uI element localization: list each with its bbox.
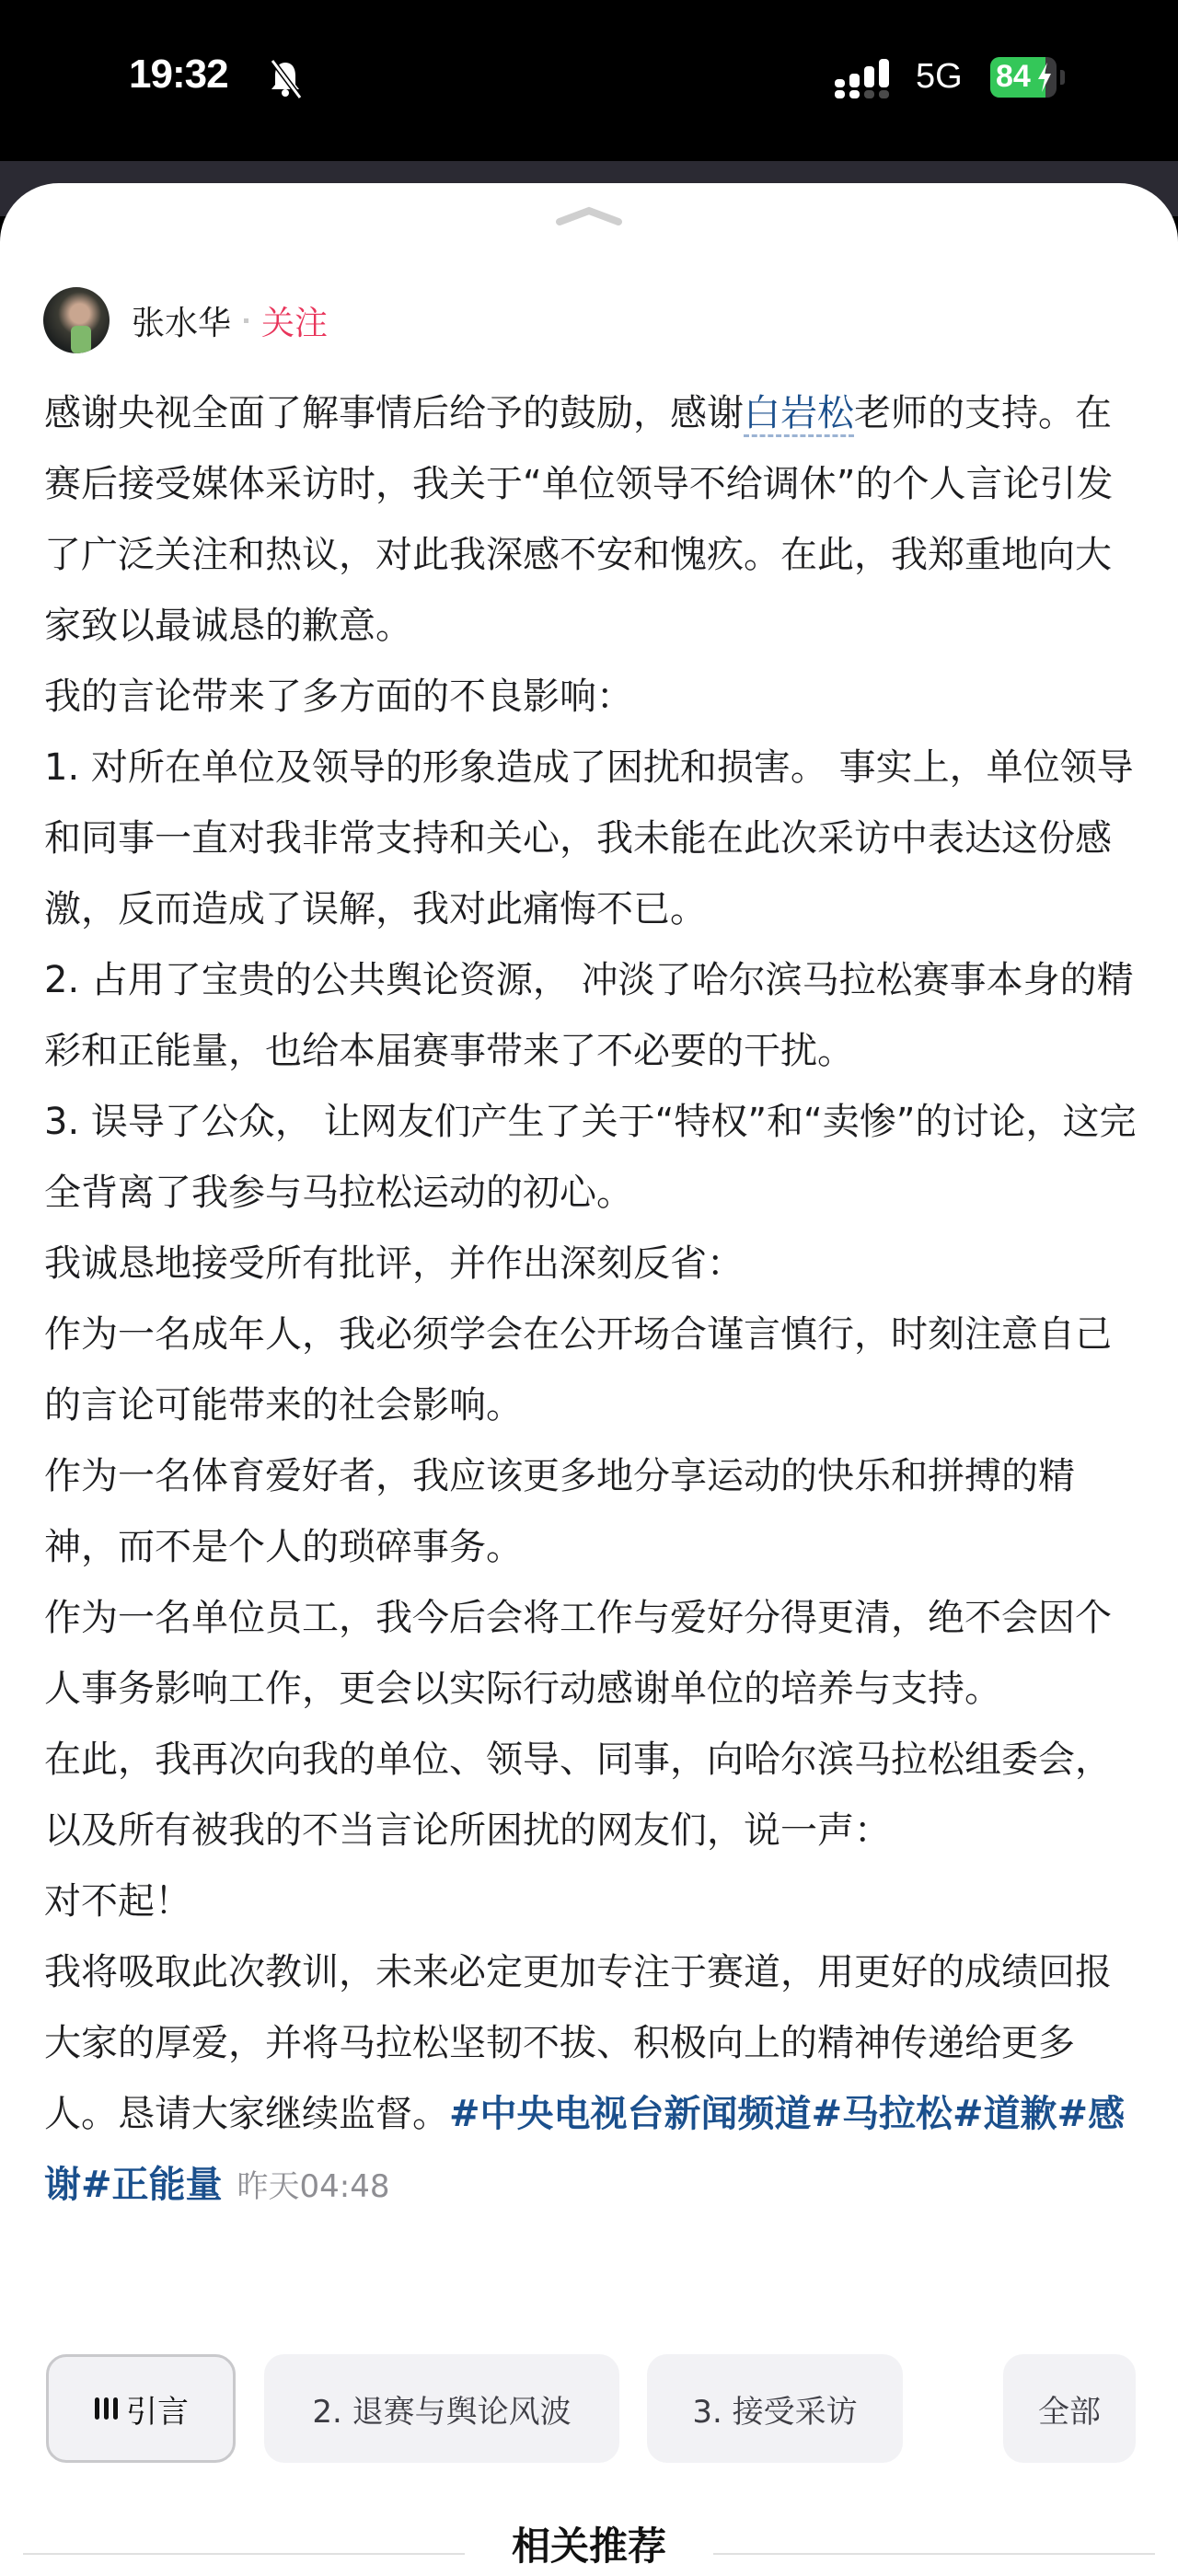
tab-section-3[interactable] [647, 2354, 903, 2463]
divider [713, 2553, 1155, 2555]
hashtag-link[interactable]: 正能量 [111, 2164, 223, 2206]
hashtag-link[interactable]: 马拉松# [842, 2093, 984, 2135]
tab-label: 全部 [1038, 2393, 1101, 2431]
paragraph [44, 378, 1139, 662]
text: 我将吸取此次教训，未来必定更加专注于赛道，用更好的成绩回报大家的厚爱，并将马拉松坚韧不拔、积极向上的精神传递给更多人。恳请大家继续监督。 [44, 1951, 1112, 2135]
paragraph: 1. 对所在单位及领导的形象造成了困扰和损害。 事实上，单位领导和同事一直对我非常支持和关心，我未能在此次采访中表达这份感激，反而造成了误解，我对此痛悔不已。 [44, 746, 1134, 930]
cellular-signal-icon [833, 59, 897, 99]
paragraph: 2. 占用了宝贵的公共舆论资源， 冲淡了哈尔滨马拉松赛事本身的精彩和正能量，也给本届赛事带来了不必要的干扰。 [44, 959, 1134, 1072]
paragraph: 在此，我再次向我的单位、领导、同事，向哈尔滨马拉松组委会，以及所有被我的不当言论所困扰的网友们，说一声： [44, 1739, 1112, 1852]
bars-icon [93, 2394, 121, 2423]
tab-section-2[interactable] [264, 2354, 619, 2463]
post-sheet [0, 183, 1178, 2576]
chevron-up-icon[interactable] [552, 203, 626, 227]
mention-link[interactable]: 白岩松 [744, 392, 854, 437]
paragraph: 作为一名体育爱好者，我应该更多地分享运动的快乐和拼搏的精神，而不是个人的琐碎事务。 [44, 1455, 1075, 1568]
author-name[interactable]: 张水华 [132, 304, 232, 342]
paragraph: 作为一名成年人，我必须学会在公开场合谨言慎行，时刻注意自己的言论可能带来的社会影响。 [44, 1313, 1112, 1427]
bell-slash-icon [267, 59, 304, 99]
network-type: 5G [916, 57, 963, 96]
follow-button[interactable]: 关注 [261, 304, 329, 342]
battery-cap [1060, 70, 1065, 85]
tab-label: 引言 [126, 2393, 189, 2431]
battery-indicator [990, 57, 1057, 98]
hashtag-link[interactable]: 道歉# [983, 2093, 1089, 2135]
post-timestamp: 昨天04:48 [237, 2168, 390, 2205]
paragraph: 我的言论带来了多方面的不良影响： [44, 676, 633, 718]
text: 老师的支持。在赛后接受媒体采访时，我关于“单位领导不给调休”的个人言论引发了广泛关注和热议，对此我深感不安和愧疚。在此，我郑重地向大家致以最诚恳的歉意。 [44, 392, 1114, 647]
bolt-icon [1036, 63, 1053, 92]
tab-label: 2. 退赛与舆论风波 [312, 2393, 572, 2431]
paragraph [44, 1937, 1139, 2223]
avatar[interactable] [43, 287, 110, 353]
divider [23, 2553, 465, 2555]
status-time: 19:32 [129, 52, 228, 97]
battery-level: 84 [996, 59, 1031, 94]
author-row [43, 286, 328, 354]
status-bar [0, 0, 1178, 161]
paragraph: 作为一名单位员工，我今后会将工作与爱好分得更清，绝不会因个人事务影响工作，更会以实际行动感谢单位的培养与支持。 [44, 1597, 1112, 1710]
post-body [44, 378, 1139, 2223]
related-section [0, 2516, 1178, 2571]
tab-intro[interactable] [46, 2354, 236, 2463]
hashtag-link[interactable]: 感谢# [44, 2093, 1126, 2206]
paragraph: 3. 误导了公众， 让网友们产生了关于“特权”和“卖惨”的讨论，这完全背离了我参与马拉松运动的初心。 [44, 1101, 1137, 1214]
text: 感谢央视全面了解事情后给予的鼓励，感谢 [44, 392, 744, 434]
paragraph: 对不起！ [44, 1880, 191, 1923]
tab-all[interactable] [1003, 2354, 1136, 2463]
hashtag-link[interactable]: #中央电视台新闻频道# [449, 2093, 843, 2135]
section-tabs [0, 2354, 1178, 2463]
separator-dot [244, 318, 248, 323]
related-title: 相关推荐 [511, 2524, 666, 2569]
tab-label: 3. 接受采访 [692, 2393, 858, 2431]
paragraph: 我诚恳地接受所有批评，并作出深刻反省： [44, 1242, 744, 1285]
